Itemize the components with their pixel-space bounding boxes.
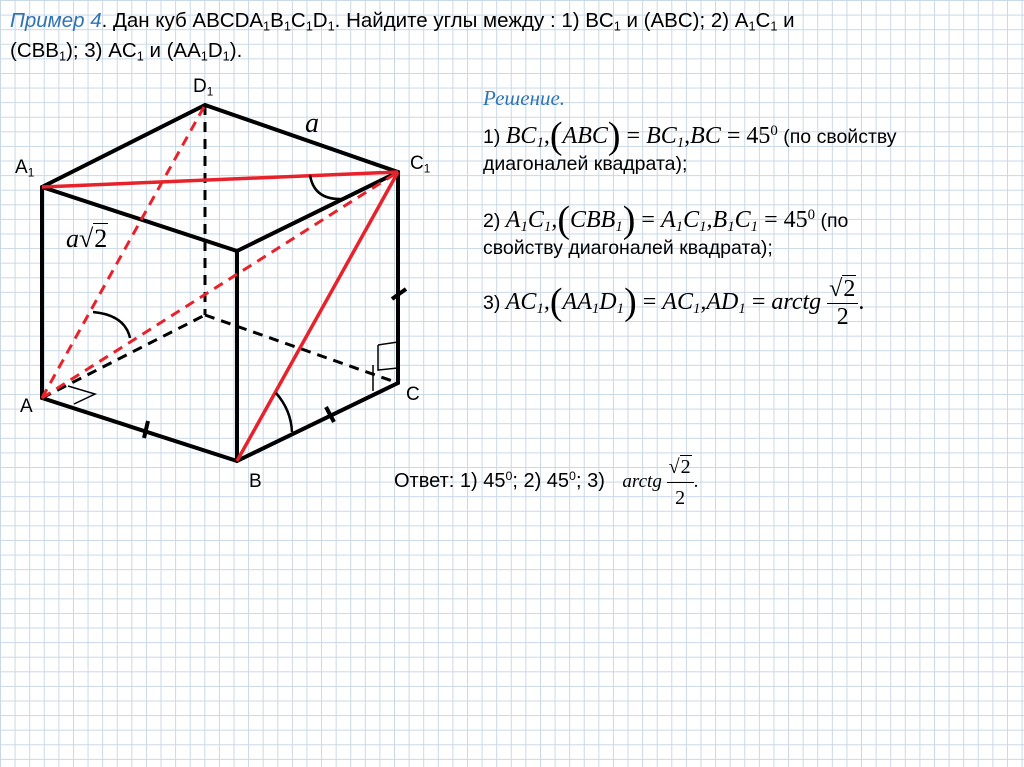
answer-line: Ответ: 1) $45^0$; 2) $45^0$; 3) arctg $\frac{√2}{2}$ . bbox=[394, 452, 698, 513]
segment-b-c1 bbox=[237, 172, 398, 461]
segment-a1-c1 bbox=[42, 172, 398, 187]
hidden-edge-a-d bbox=[42, 315, 205, 398]
angle-arc-b bbox=[276, 393, 292, 432]
edge-a1-d1 bbox=[42, 105, 205, 187]
angle-arc-a bbox=[93, 312, 130, 338]
solution-item-1: 1) $BC_1,(ABC) = BC_1,BC = 45^0$ (по свойству диагоналей квадрата); bbox=[483, 115, 897, 175]
edge-a-b bbox=[42, 398, 237, 461]
problem-statement: Пример 4. Дан куб $ABCDA_1B_1C_1D_1$. Найдите углы между : 1) $BC_1$ и (ABC); 2) $A_1C_1$ и $(CBB_1)$; 3) $AC_1$ и $(AA_1D_1)$. bbox=[10, 9, 795, 64]
problem-title: Пример 4 bbox=[10, 9, 102, 32]
vertex-label-c1: $C_1$ bbox=[410, 153, 431, 176]
right-angle-mark-c-top bbox=[378, 342, 398, 370]
diagonal-length-label: a√2 bbox=[66, 224, 108, 253]
right-angle-mark-a bbox=[68, 386, 95, 404]
angle-arc-c1 bbox=[310, 175, 342, 199]
solution-item-2: 2) $A_1C_1,(CBB_1) = A_1C_1,B_1C_1 = 45^0$ (по свойству диагоналей квадрата); bbox=[483, 199, 849, 259]
vertex-label-a1: $A_1$ bbox=[15, 157, 35, 180]
edge-b1-c1 bbox=[237, 172, 398, 251]
edge-d1-c1 bbox=[205, 105, 398, 172]
vertex-label-c: C bbox=[406, 384, 420, 405]
problem-text-2: (CBB bbox=[10, 39, 59, 62]
answer-formula: arctg $\frac{√2}{2}$ . bbox=[622, 471, 698, 492]
tick-edge-ab bbox=[144, 421, 148, 438]
solution-3-formula: $AC_1,(AA_1D_1) = AC_1,AD_1$ = arctg $\frac{√2}{2}$ . bbox=[505, 276, 865, 330]
vertex-label-a: A bbox=[20, 396, 33, 417]
solution-2-formula: $A_1C_1,(CBB_1) = A_1C_1,B_1C_1 = 45^0$ bbox=[505, 199, 816, 241]
edge-length-label: a bbox=[305, 108, 319, 139]
solution-heading: Решение. bbox=[483, 86, 566, 110]
problem-text-1: . Дан куб ABCDA bbox=[101, 9, 264, 32]
vertex-label-b: B bbox=[249, 471, 262, 492]
solution-item-3: 3) $AC_1,(AA_1D_1) = AC_1,AD_1$ = arctg $\frac{√2}{2}$ . bbox=[483, 276, 865, 330]
solution-1-formula: $BC_1,(ABC) = BC_1,BC = 45^0$ bbox=[505, 115, 778, 157]
edge-b-c bbox=[237, 383, 398, 461]
vertex-label-d1: $D_1$ bbox=[193, 76, 214, 99]
hidden-edge-d-c bbox=[205, 315, 398, 383]
